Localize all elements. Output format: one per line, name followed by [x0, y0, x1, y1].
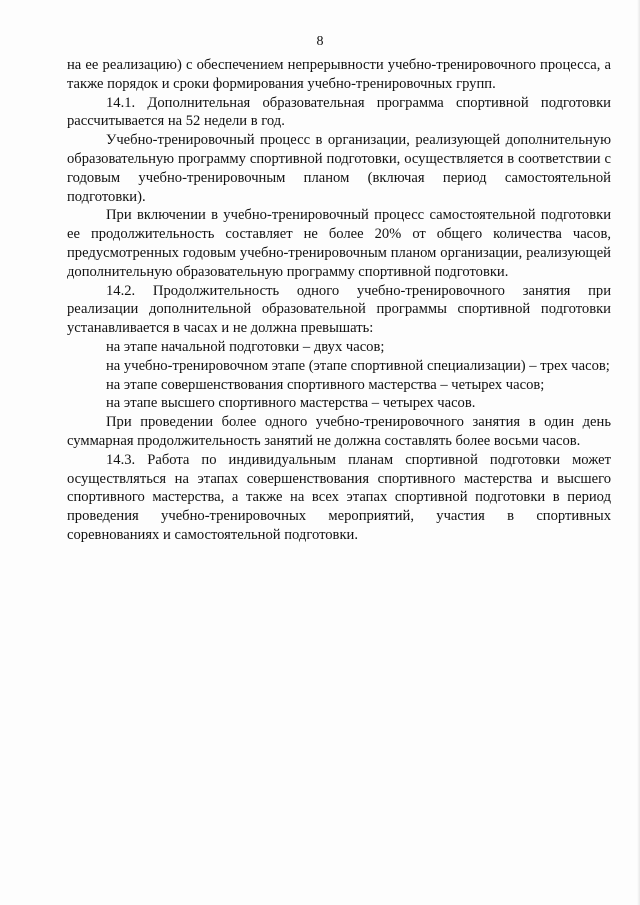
page-number: 8 [316, 34, 324, 49]
paragraph-14-1: 14.1. Дополнительная образовательная программа спортивной подготовки рассчитывается на 52 недели в год. [67, 94, 611, 130]
paragraph-self-training: При включении в учебно-тренировочный процесс самостоятельной подготовки ее продолжительность составляет не более 20% от общего количества часов, предусмотренных годовым учебно-тренировочным планом организации, реализующей дополнительную образовательную программу спортивной подготовки. [67, 207, 611, 280]
paragraph-14-3: 14.3. Работа по индивидуальным планам спортивной подготовки может осуществляться на этапах совершенствования спортивного мастерства и высшего спортивного мастерства, а также на всех этапах спортивной подготовки в период проведения учебно-тренировочных мероприятий, участия в спортивных соревнованиях и самостоятельной подготовки. [67, 451, 611, 543]
list-item-highest-stage: на этапе высшего спортивного мастерства – четырех часов. [106, 395, 476, 412]
paragraph-14-2: 14.2. Продолжительность одного учебно-тренировочного занятия при реализации дополнительной образовательной программы спортивной подготовки устанавливается в часах и не должна превышать: [67, 282, 611, 337]
list-item-training-stage: на учебно-тренировочном этапе (этапе спортивной специализации) – трех часов; [106, 357, 610, 374]
paragraph-continuation: на ее реализацию) с обеспечением непрерывности учебно-тренировочного процесса, а также порядок и сроки формирования учебно-тренировочных групп. [67, 57, 611, 92]
list-item-initial-stage: на этапе начальной подготовки – двух часов; [106, 338, 385, 355]
paragraph-training-process: Учебно-тренировочный процесс в организации, реализующей дополнительную образовательную программу спортивной подготовки, осуществляется в соответствии с годовым учебно-тренировочным планом (включая период самостоятельной подготовки). [67, 132, 611, 205]
paragraph-multiple-sessions: При проведении более одного учебно-тренировочного занятия в один день суммарная продолжительность занятий не должна составлять более восьми часов. [67, 414, 611, 449]
list-item-improvement-stage: на этапе совершенствования спортивного мастерства – четырех часов; [106, 376, 545, 393]
document-body [67, 56, 611, 545]
